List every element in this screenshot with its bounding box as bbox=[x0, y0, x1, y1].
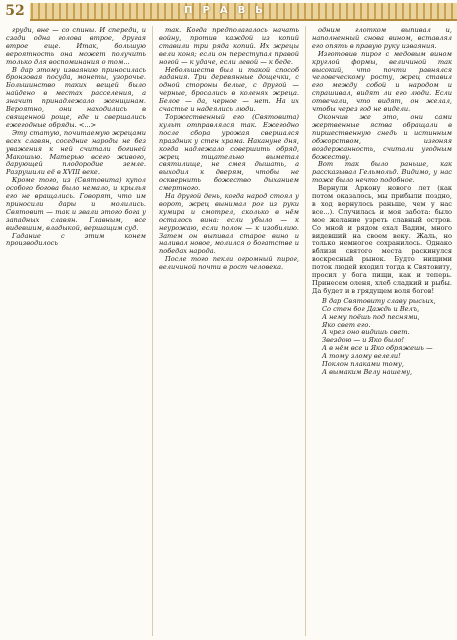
paragraph: Вернули Аркону нового лет (как потом оказалось, мы прибыли поздно, в ход вернулось раньше, чем у нас все...). Случилась и моя забота: было мое желание узреть славный остров. Со мной и рядом ехал Вадим, много видевший на своем веку. Жаль, но только немногое сохранилось. Однако вблизи святого места раскинулся воскресный рынок. Будто нищими поток людей входил тогда к Святовиту, просил у бога пищи, как и теперь. Принесем оленя, хлеб сладкий и рыбы. Да будет и в грядущем воля богов! bbox=[312, 184, 452, 295]
column-divider bbox=[305, 26, 306, 636]
section-title: ПРАВЬ bbox=[184, 5, 273, 16]
paragraph: Окончив же это, они сами жертвенные яства обращали в пиршественную снедь и истинным обжорством, изгоняя воздержанность, считали угодным божеству. bbox=[312, 112, 452, 161]
paragraph: так. Когда предполагалось начать войну, против каждой из копий ставили три ряда копий. Их жрецы вели коня; если он переступал правой ногой — к удаче, если левой — к беде. bbox=[159, 26, 299, 66]
paragraph: В дар этому изваянию приносилась бронзовая посуда, монеты, узорочье. Большинство таких вещей было найдено в местах расселения, а значит принадлежало женщинам. Вероятно, они находились в священной роще, где и свершались ежегодные обряды. <...> bbox=[6, 65, 146, 129]
paragraph: одним глотком выпивал и, наполненный снова вином, вставлял его опять в правую руку изваяния. bbox=[312, 26, 452, 50]
paragraph: Эту статую, почитаемую жрецами всех славян, соседние народы не без уважения к ней считали богиней Макошью. Матерью всего живого, дарующей плодородие земле. Разрушили её в XVIII веке. bbox=[6, 128, 146, 177]
paragraph: После того пекли огромный пирог, величиной почти в рост человека. bbox=[159, 255, 299, 272]
paragraph: На другой день, когда народ стоял у ворот, жрец вынимал рог из руки кумира и смотрел, сколько в нём осталось вина: если убыло — к неурожаю, если полон — к изобилию. Затем он выпивал старое вино и наливал новое, молился о богатстве и победах народа. bbox=[159, 192, 299, 256]
poem-line: Со стен бог Даждь и Велъ, bbox=[322, 304, 420, 313]
page-number: 52 bbox=[0, 0, 30, 22]
text-column-3 bbox=[312, 27, 452, 377]
paragraph: Изготовив пирог с медовым вином круглой формы, величиной так высокий, что почти равнялся человеческому росту, жрец ставил его между собой и народом и спрашивал, видят ли его люди. Если отвечали, что видят, он желал, чтобы через год не видели. bbox=[312, 49, 452, 114]
paragraph: Кроме того, из (Святовита) купол особого богова было немало, и крылья его не вращались. Говорят, что им приносили дары и молились. Святовит — так и звали этого бога у западных славян. Главным, все видевшим, владыкой, вершащим суд. bbox=[6, 176, 146, 232]
paragraph: груди, вне — со спины. И спереди, и сзади одна голова втрое, другая втрое еще. Итак, большую вероятность она может получить только для воспоминания о том... bbox=[6, 26, 146, 66]
text-column-1 bbox=[6, 27, 146, 248]
column-divider bbox=[152, 26, 153, 636]
poem-line: Поклон плаками тому, bbox=[322, 360, 404, 369]
poem-line: А нему поёшь под песнями, bbox=[322, 312, 420, 321]
poem-block bbox=[312, 298, 452, 377]
paragraph: Гадание с этим конем производилось bbox=[6, 231, 146, 248]
poem-line: А чрез оно видишь свет. bbox=[322, 328, 410, 337]
paragraph: Вот так было раньше, как рассказывал Гельмольд. Видимо, у нас тоже было нечто подобное. bbox=[312, 160, 452, 185]
poem-line: В дар Святовиту славу рысьих, bbox=[322, 296, 436, 305]
paragraph: Небольшеств был и такой способ гадания. Три деревянные дощечки, с одной стороны белые, с другой — черные, бросались в коленях жреца. Белое — да, черное — нет. На их счастье и надеялись люди. bbox=[159, 65, 299, 114]
poem-line: Звездою — и Яко было! bbox=[322, 336, 405, 345]
poem-line: Яко свет его. bbox=[322, 320, 371, 329]
poem-line: А в нём все и Яко обряжешь — bbox=[322, 344, 433, 353]
text-column-2 bbox=[159, 27, 299, 272]
poem-line: А вымаким Велу нашему, bbox=[322, 367, 413, 376]
page-header bbox=[0, 0, 457, 22]
poem-line: А тому злому велели! bbox=[322, 352, 401, 361]
paragraph: Торжественный его (Святовита) культ отправлялся так. Ежегодно после сбора урожая свершался праздник у стен храма. Накануне дня, когда надлежало совершить обряд, жрец тщательно выметал святилище, не смея дышать, а выходил к дверям, чтобы не осквернить божество дыханием смертного. bbox=[159, 112, 299, 193]
